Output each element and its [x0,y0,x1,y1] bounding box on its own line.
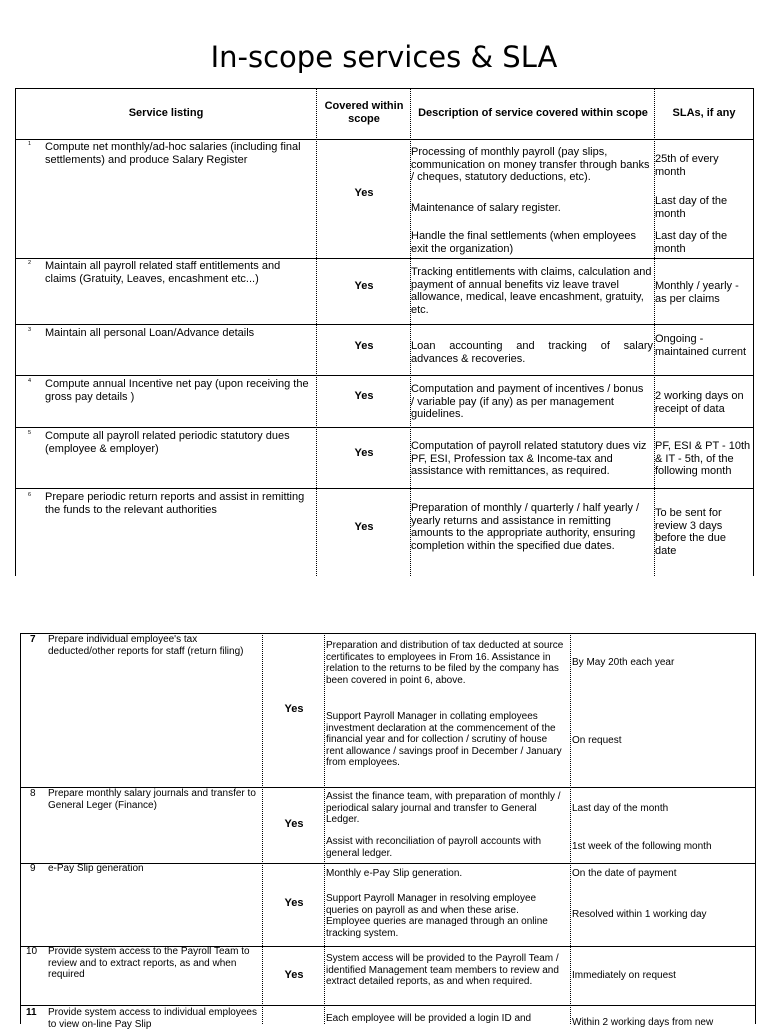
description-cell: Computation of payroll related statutory dues viz PF, ESI, Profession tax & Income-tax and assistance with remittances, as required. [411,440,647,477]
row-number: 5 [28,430,32,436]
row-number: 6 [28,492,32,498]
row-number: 7 [30,634,36,645]
description-cell: Monthly e-Pay Slip generation. [326,868,463,879]
row-number: 3 [28,327,32,333]
service-cell: Prepare periodic return reports and assist in remitting the funds to the relevant authorities [45,491,305,516]
row-number: 9 [30,863,36,874]
sla-cell: Resolved within 1 working day [572,909,707,920]
description-cell: Processing of monthly payroll (pay slips, communication on money transfer through banks / cheques, statutory deductions, etc). [411,146,650,183]
sla-cell: Immediately on request [572,970,676,981]
description-cell: Tracking entitlements with claims, calculation and payment of annual benefits viz leave travel allowance, medical, leave encashment, gratuity, etc. [411,266,652,316]
sla-cell: Within 2 working days from new [572,1017,714,1028]
header-service-listing: Service listing [128,107,204,119]
row-number: 11 [26,1007,37,1018]
service-cell: Compute annual Incentive net pay (upon receiving the gross pay details ) [45,378,309,403]
service-cell: Provide system access to individual employees to view on-line Pay Slip [48,1007,257,1030]
covered-cell: Yes [354,521,374,533]
description-cell: Maintenance of salary register. [411,202,561,214]
header-covered: Covered within scope [324,100,404,125]
sla-cell: By May 20th each year [572,657,675,668]
page-title: In-scope services & SLA [210,40,558,74]
service-cell: Compute all payroll related periodic statutory dues (employee & employer) [45,430,290,455]
sla-cell: Monthly / yearly - as per claims [655,280,739,305]
covered-cell: Yes [284,969,304,981]
covered-cell: Yes [284,703,304,715]
row-number: 10 [26,946,38,957]
header-description: Description of service covered within scope [418,107,648,119]
service-cell: e-Pay Slip generation [48,863,144,874]
covered-cell: Yes [354,280,374,292]
sla-cell: Last day of the month [655,230,728,255]
service-cell: Compute net monthly/ad-hoc salaries (including final settlements) and produce Salary Register [45,141,301,166]
service-cell: Provide system access to the Payroll Team to review and to extract reports, as and when required [48,946,250,981]
row-number: 2 [28,260,32,266]
description-cell: Preparation and distribution of tax deducted at source certificates to employees in From 16. Assistance in relation to the returns to be filed by the company has been covered in point 6, above. [326,640,564,686]
covered-cell: Yes [354,390,374,402]
sla-cell: On the date of payment [572,868,677,879]
service-cell: Prepare monthly salary journals and transfer to General Leger (Finance) [48,788,256,811]
sla-cell: To be sent for review 3 days before the due date [655,507,726,557]
sla-cell: On request [572,735,622,746]
service-cell: Maintain all personal Loan/Advance details [45,327,255,339]
row-number: 1 [28,141,32,147]
description-cell: Handle the final settlements (when employees exit the organization) [411,230,637,255]
sla-cell: 25th of every month [655,153,719,178]
sla-cell: PF, ESI & PT - 10th & IT - 5th, of the following month [655,440,751,477]
row-number: 4 [28,378,32,384]
description-cell: Loan accounting and tracking of salary advances & recoveries. [411,340,653,365]
description-cell: Assist with reconciliation of payroll accounts with general ledger. [326,836,542,859]
description-cell: Support Payroll Manager in resolving employee queries on payroll as and when these arise. Employee queries are managed through an online tracking system. [326,893,548,939]
sla-cell: Last day of the month [655,195,728,220]
header-sla: SLAs, if any [672,107,736,119]
sla-cell: 1st week of the following month [572,841,712,852]
description-cell: Each employee will be provided a login ID and [326,1013,532,1024]
service-cell: Prepare individual employee's tax deducted/other reports for staff (return filing) [48,634,244,657]
covered-cell: Yes [284,897,304,909]
covered-cell: Yes [354,447,374,459]
description-cell: Assist the finance team, with preparation of monthly / periodical salary journal and transfer to General Ledger. [326,791,561,826]
covered-cell: Yes [354,187,374,199]
description-cell: Computation and payment of incentives / bonus / variable pay (if any) as per management guidelines. [411,383,644,420]
row-number: 8 [30,788,36,799]
sla-cell: Ongoing - maintained current [655,333,747,358]
sla-cell: Last day of the month [572,803,669,814]
description-cell: Support Payroll Manager in collating employees investment declaration at the commencement of the financial year and for collection / scrutiny of house rent allowance / savings proof in December / January from employees. [326,711,562,769]
sla-cell: 2 working days on receipt of data [655,390,744,415]
service-cell: Maintain all payroll related staff entitlements and claims (Gratuity, Leaves, encashment etc...) [45,260,281,285]
description-cell: Preparation of monthly / quarterly / half yearly / yearly returns and assistance in remitting amounts to the appropriate authority, ensuring completion within the specified due dates. [411,502,640,552]
description-cell: System access will be provided to the Payroll Team / identified Management team members to review and extract detailed reports, as and when required. [326,953,559,988]
covered-cell: Yes [284,818,304,830]
covered-cell: Yes [354,340,374,352]
